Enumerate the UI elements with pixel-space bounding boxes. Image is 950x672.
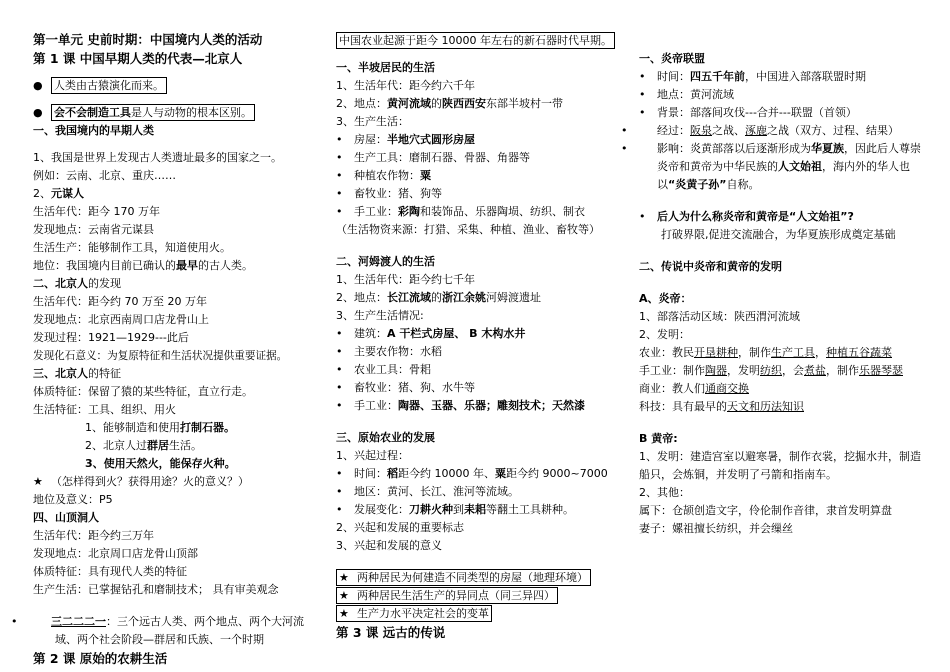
star-note: ★ 两种居民为何建造不同类型的房屋（地理环境）: [336, 569, 618, 587]
bullet-icon: •: [336, 133, 343, 146]
column-2: 中国农业起源于距今 10000 年左右的新石器时代早期。 一、半坡居民的生活 1、生活年代：距今约六千年 2、地点：黄河流域的陕西西安东部半坡村一带 3、生产生活： • 房屋：半地穴式圆形房屋 • 生产工具：磨制石器、骨器、角器等 • 种植农作物：粟 • 畜牧业：猪、狗等 • 手工业：彩陶和装饰品、乐器陶埙、纺织、制衣 （生活物资来源：打猎、采集、种植、渔业、畜牧等） 二、河姆渡人的生活 1、生活年代：距今约七千年 2、地点：长江流域的浙江余姚河姆渡遗址 3、生产生活情况: • 建筑：A 干栏式房屋、 B 木构水井 • 主要农作物：水稻 • 农业工具：骨耜 • 畜牧业：猪、狗、水牛等 • 手工业：陶器、玉器、乐器；雕刻技术；天然漆 三、原始农业的发展 1、兴起过程： • 时间：稻距今约 10000 年、粟距今约 9000~7000 • 地区：黄河、长江、淮河等流域。 • 发展变化：刀耕火种到耒耜等翻土工具耕种。 2、兴起和发展的重要标志 3、兴起和发展的意义 ★ 两种居民为何建造不同类型的房屋（地理环境） ★ 两种居民生活生产的异同点（同三异四） ★ 生产力水平决定社会的变革 第 3 课 远古的传说: [336, 30, 618, 642]
star-note: ★ 两种居民生活生产的异同点（同三异四）: [336, 587, 618, 605]
bullet-icon: •: [336, 205, 343, 218]
bullet-icon: •: [639, 88, 646, 101]
bullet-icon: •: [11, 615, 18, 628]
section-heading: 一、半坡居民的生活: [336, 61, 435, 74]
section-heading: 三、原始农业的发展: [336, 431, 435, 444]
section-heading: 四、山顶洞人: [33, 511, 99, 524]
bullet-icon: •: [336, 399, 343, 412]
bullet-icon: •: [336, 151, 343, 164]
section-heading: 一、我国境内的早期人类: [33, 124, 154, 137]
bullet-icon: •: [336, 169, 343, 182]
section-heading: 二、河姆渡人的生活: [336, 255, 435, 268]
bullet-icon: •: [336, 381, 343, 394]
section-heading: 二、传说中炎帝和黄帝的发明: [639, 260, 782, 273]
unit-title: 第一单元 史前时期：中国境内人类的活动: [33, 32, 263, 47]
lesson3-title: 第 3 课 远古的传说: [336, 625, 446, 640]
bullet-icon: •: [336, 467, 343, 480]
star-icon: ★: [339, 589, 349, 602]
bullet-icon: •: [336, 345, 343, 358]
bullet-icon: •: [639, 210, 646, 223]
star-icon: ★: [33, 475, 43, 488]
summary-item: • 三二二二一：三个远古人类、两个地点、两个大河流域、两个社会阶段—群居和氏族、一个时期: [11, 615, 304, 646]
bullet-icon: •: [336, 327, 343, 340]
column-1: 第一单元 史前时期：中国境内人类的活动 第 1 课 中国早期人类的代表—北京人 ● 人类由古猿演化而来。 ● 会不会制造工具是人与动物的根本区别。 一、我国境内的早期人类 1、我国是世界上发现古人类遗址最多的国家之一。 例如：云南、北京、重庆…… 2、元谋人 生活年代：距今 170 万年 发现地点：云南省元谋县 生活生产：能够制作工具，知道使用火。 地位：我国境内目前已确认的最早的古人类。 二、北京人的发现 生活年代：距今约 70 万至 20 万年 发现地点：北京西南周口店龙骨山上 发现过程：1921—1929---此后 发现化石意义：为复原特征和生活状况提供重要证据。 三、北京人的特征 体质特征：保留了猿的某些特征，直立行走。 生活特征：工具、组织、用火 1、能够制造和使用打制石器。 2、北京人过群居生活。 3、使用天然火，能保存火种。 ★ （怎样得到火？获得用途？火的意义？） 地位及意义：P5 四、山顶洞人 生活年代：距今约三万年 发现地点：北京周口店龙骨山顶部 体质特征：具有现代人类的特征 生产生活：已掌握钻孔和磨制技术； 具有审美观念 • 三二二二一：三个远古人类、两个地点、两个大河流域、两个社会阶段—群居和氏族、一个时期 第 2 课 原始的农耕生活: [33, 30, 315, 668]
star-note: ★ 生产力水平决定社会的变革: [336, 605, 618, 623]
bullet-icon: •: [639, 106, 646, 119]
key-point-2: ● 会不会制造工具是人与动物的根本区别。: [33, 104, 315, 122]
lesson2-title: 第 2 课 原始的农耕生活: [33, 651, 168, 666]
bullet-icon: •: [336, 485, 343, 498]
top-note: 中国农业起源于距今 10000 年左右的新石器时代早期。: [336, 32, 615, 49]
column-3: 一、炎帝联盟 • 时间：四五千年前，中国进入部落联盟时期 • 地点：黄河流域 • 背景：部落间攻伐---合并---联盟（首领） • 经过：阪泉之战、涿鹿之战（双方、过程、结果） • 影响：炎黄部落以后逐渐形成为华夏族，因此后人尊崇炎帝和黄帝为中华民族的人文始祖，海内外的华人也以“炎黄子孙”自称。 • 后人为什么称炎帝和黄帝是“人文始祖”? 打破界限,促进交流融合，为华夏族形成奠定基础 二、传说中炎帝和黄帝的发明 A、炎帝： 1、部落活动区域：陕西渭河流域 2、发明： 农业：教民开垦耕种，制作生产工具，种植五谷蔬菜 手工业：制作陶器，发明纺织，会煮盐，制作乐器琴瑟 商业：教人们通商交换 科技：具有最早的天文和历法知识 B 黄帝: 1、发明：建造宫室以避寒暑，制作衣裳，挖掘水井，制造船只，会炼铜，并发明了弓箭和指南车。 2、其他： 属下：仓颉创造文字，伶伦制作音律，隶首发明算盘 妻子：嫘祖擅长纺织，并会缫丝: [621, 52, 921, 535]
star-icon: ★: [339, 607, 349, 620]
bullet-icon: •: [621, 142, 628, 155]
bullet-icon: •: [336, 363, 343, 376]
bullet-icon: •: [336, 503, 343, 516]
section-heading: 一、炎帝联盟: [639, 52, 705, 65]
bullet-icon: ●: [33, 106, 43, 119]
lesson1-title: 第 1 课 中国早期人类的代表—北京人: [33, 51, 243, 66]
section-heading: 二、北京人的发现: [33, 277, 121, 290]
key-point-1: ● 人类由古猿演化而来。: [33, 77, 315, 95]
bullet-icon: ●: [33, 79, 43, 92]
star-icon: ★: [339, 571, 349, 584]
section-heading: 三、北京人的特征: [33, 367, 121, 380]
bullet-icon: •: [621, 124, 628, 137]
bullet-icon: •: [639, 70, 646, 83]
bullet-icon: •: [336, 187, 343, 200]
